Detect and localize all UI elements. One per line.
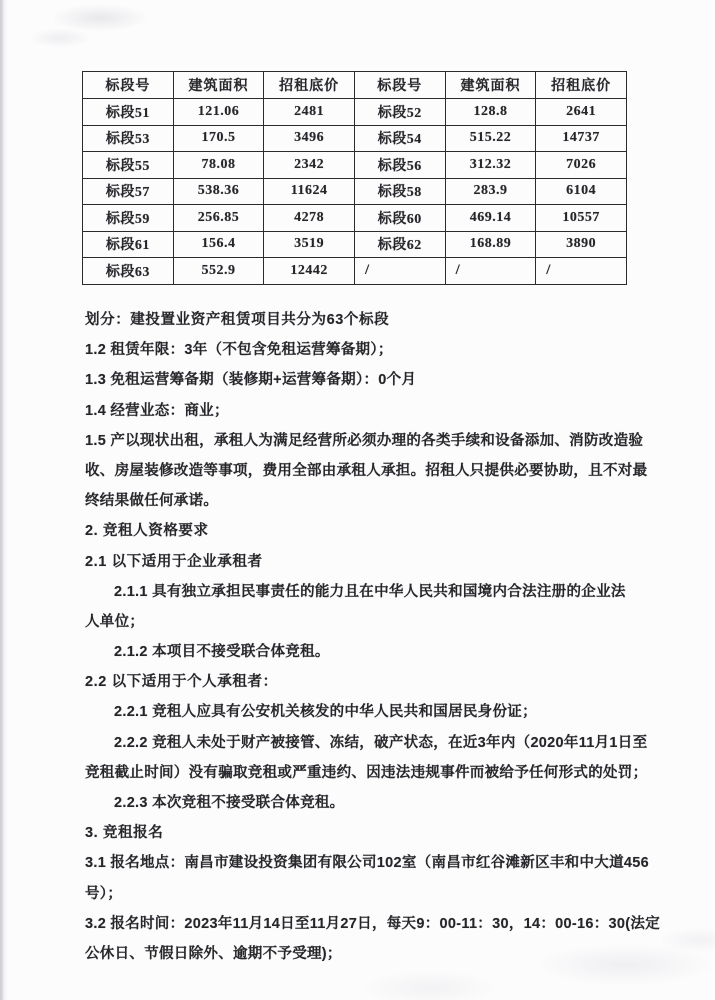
table-row bbox=[83, 231, 627, 258]
text-line: 1.2 租赁年限：3年（不包含免租运营筹备期）； bbox=[85, 342, 393, 359]
table-cell: 538.36 bbox=[173, 178, 264, 205]
section-heading-line: 划分：建投置业资产租赁项目共分为63个标段 bbox=[85, 312, 390, 328]
table-cell: 78.08 bbox=[173, 152, 264, 179]
table-cell: 标段63 bbox=[83, 258, 174, 285]
table-cell: 标段60 bbox=[354, 205, 445, 232]
text-line: 竞租截止时间）没有骗取竞租或严重违约、因违法违规事件而被给予任何形式的处罚； bbox=[85, 764, 648, 781]
table-cell: 121.06 bbox=[173, 99, 264, 126]
table-header-row bbox=[83, 72, 627, 99]
table-row bbox=[83, 125, 627, 152]
table-header-cell: 标段号 bbox=[354, 72, 445, 99]
text-line: 2.1.2 本项目不接受联合体竞租。 bbox=[114, 644, 330, 661]
text-line: 3.2 报名时间：2023年11月14日至11月27日，每天9：00-11：30，14：00-16：30(法定 bbox=[85, 915, 661, 932]
table-row bbox=[83, 178, 627, 205]
table-cell: 标段52 bbox=[354, 99, 445, 126]
bid-sections-table bbox=[82, 71, 627, 285]
table-cell: 170.5 bbox=[173, 125, 264, 152]
text-line: 1.4 经营业态：商业； bbox=[85, 402, 229, 419]
empty-slash-cell: / bbox=[536, 258, 627, 285]
table-row bbox=[83, 258, 627, 285]
table-cell: 168.89 bbox=[445, 231, 536, 258]
table-cell: 11624 bbox=[264, 178, 355, 205]
empty-slash-cell: / bbox=[445, 258, 536, 285]
table-cell: 156.4 bbox=[173, 231, 264, 258]
table-cell: 标段59 bbox=[83, 205, 174, 232]
table-cell: 14737 bbox=[536, 125, 627, 152]
table-cell: 283.9 bbox=[445, 178, 536, 205]
table-cell: 标段53 bbox=[83, 125, 174, 152]
table-cell: 469.14 bbox=[445, 205, 536, 232]
table-header-cell: 标段号 bbox=[83, 72, 174, 99]
table-cell: 标段51 bbox=[83, 99, 174, 126]
table-row bbox=[83, 205, 627, 232]
table-header-cell: 招租底价 bbox=[536, 72, 627, 99]
table-cell: 12442 bbox=[264, 258, 355, 285]
table-cell: 2641 bbox=[536, 99, 627, 126]
section-heading-line: 2.1 以下适用于企业承租者 bbox=[85, 553, 263, 570]
table-cell: 2481 bbox=[264, 99, 355, 126]
text-line: 2.2.1 竞租人应具有公安机关核发的中华人民共和国居民身份证； bbox=[114, 704, 537, 721]
table-row bbox=[83, 99, 627, 126]
table-cell: 552.9 bbox=[173, 258, 264, 285]
table-cell: 3519 bbox=[264, 231, 355, 258]
section-heading-line: 2.2 以下适用于个人承租者： bbox=[85, 674, 278, 691]
table-cell: 标段61 bbox=[83, 231, 174, 258]
table-cell: 10557 bbox=[536, 205, 627, 232]
table-cell: 标段56 bbox=[354, 152, 445, 179]
text-line: 终结果做任何承诺。 bbox=[85, 493, 219, 510]
table-cell: 标段58 bbox=[354, 178, 445, 205]
section-heading-line: 3. 竞租报名 bbox=[85, 825, 164, 842]
body-text bbox=[85, 305, 661, 969]
table-cell: 3890 bbox=[536, 231, 627, 258]
text-line: 收、房屋装修改造等事项，费用全部由承租人承担。招租人只提供必要协助，且不对最 bbox=[85, 462, 648, 479]
text-line: 人单位； bbox=[85, 613, 145, 630]
table-cell: 6104 bbox=[536, 178, 627, 205]
table-cell: 128.8 bbox=[445, 99, 536, 126]
table-cell: 标段55 bbox=[83, 152, 174, 179]
table-cell: 515.22 bbox=[445, 125, 536, 152]
table-header-cell: 招租底价 bbox=[264, 72, 355, 99]
table-cell: 7026 bbox=[536, 152, 627, 179]
text-line: 公休日、节假日除外、逾期不予受理)； bbox=[85, 945, 342, 962]
table-header-cell: 建筑面积 bbox=[445, 72, 536, 99]
text-line: 1.3 免租运营筹备期（装修期+运营筹备期）：0个月 bbox=[85, 372, 417, 389]
table-cell: 2342 bbox=[264, 152, 355, 179]
table-cell: 标段54 bbox=[354, 125, 445, 152]
table-cell: 4278 bbox=[264, 205, 355, 232]
text-line: 2.2.2 竞租人未处于财产被接管、冻结，破产状态，在近3年内（2020年11月1日至 bbox=[114, 734, 648, 751]
table-body bbox=[83, 99, 627, 285]
text-line: 3.1 报名地点：南昌市建设投资集团有限公司102室（南昌市红谷滩新区丰和中大道456 bbox=[85, 855, 649, 872]
table-header-cell: 建筑面积 bbox=[173, 72, 264, 99]
section-heading-line: 2. 竞租人资格要求 bbox=[85, 523, 209, 540]
text-line: 1.5 产以现状出租，承租人为满足经营所必须办理的各类手续和设备添加、消防改造验 bbox=[85, 432, 644, 449]
table-cell: 312.32 bbox=[445, 152, 536, 179]
text-line: 号）； bbox=[85, 885, 123, 902]
table-cell: 256.85 bbox=[173, 205, 264, 232]
empty-slash-cell: / bbox=[354, 258, 445, 285]
text-line: 2.1.1 具有独立承担民事责任的能力且在中华人民共和国境内合法注册的企业法 bbox=[114, 583, 626, 600]
table-cell: 3496 bbox=[264, 125, 355, 152]
table-cell: 标段57 bbox=[83, 178, 174, 205]
table-head bbox=[83, 72, 627, 99]
table-row bbox=[83, 152, 627, 179]
text-line: 2.2.3 本次竞租不接受联合体竞租。 bbox=[114, 795, 345, 811]
table-cell: 标段62 bbox=[354, 231, 445, 258]
